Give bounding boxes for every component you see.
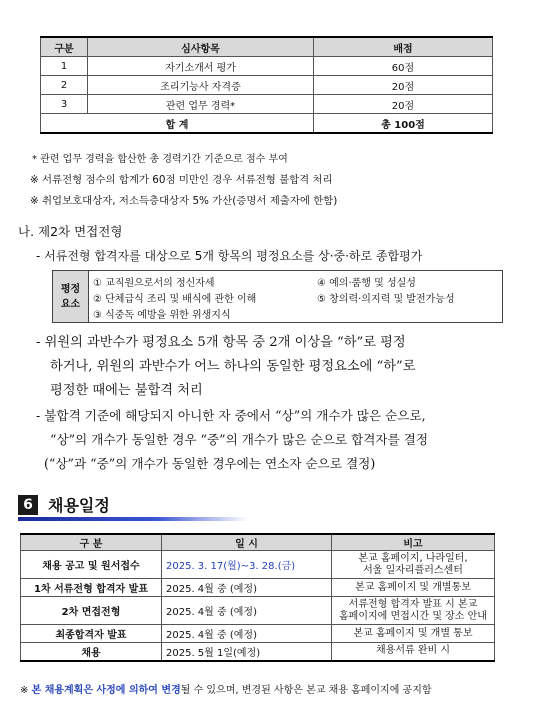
criteria-label: [53, 271, 89, 322]
table-row: [41, 76, 493, 95]
table-row: [41, 95, 493, 114]
section-underline: [18, 517, 248, 521]
schedule-name: 채용: [21, 643, 162, 661]
rule2-line3: (“상”과 “중”의 개수가 동일한 경우에는 연소자 순으로 결정): [44, 456, 376, 471]
table-row: [21, 551, 495, 579]
schedule-note-line1: 본교 홈페이지, 나라일터,: [358, 552, 468, 564]
note-fail-threshold: ※ 서류전형 점수의 합계가 60점 미만인 경우 서류전형 불합격 처리: [30, 174, 333, 186]
row-points: 20점: [314, 95, 493, 114]
criteria-item: ① 교직원으로서의 정신자세: [93, 278, 215, 289]
row-item: 조리기능사 자격증: [88, 76, 314, 95]
note-bonus: ※ 취업보호대상자, 저소득층대상자 5% 가산(증명서 제출자에 한함): [30, 195, 338, 207]
criteria-item: ③ 식중독 예방을 위한 위생지식: [93, 310, 231, 321]
table-row: [21, 625, 495, 643]
schedule-date: 2025. 4월 중 (예정): [162, 579, 332, 597]
header-datetime: 일 시: [162, 534, 332, 551]
header-category: 구 분: [21, 534, 162, 551]
score-table: [40, 36, 493, 134]
section-number: 6: [18, 495, 38, 515]
schedule-table-header: [21, 534, 495, 551]
schedule-note: [332, 597, 495, 625]
schedule-note: 본교 홈페이지 및 개별통보: [332, 579, 495, 597]
note-experience: * 관련 업무 경력을 합산한 총 경력기간 기준으로 점수 부여: [32, 154, 288, 165]
criteria-label-line2: 요소: [60, 298, 81, 310]
schedule-note: [332, 551, 495, 579]
schedule-name: 최종합격자 발표: [21, 625, 162, 643]
row-points: 20점: [314, 76, 493, 95]
row-number: 1: [41, 57, 88, 76]
criteria-item: ④ 예의·품행 및 성실성: [317, 278, 416, 289]
schedule-note: 채용서류 완비 시: [332, 643, 495, 661]
table-row: [21, 579, 495, 597]
table-row: [21, 643, 495, 661]
footnote-mark: ※: [20, 685, 32, 696]
rule1-line2: 하거나, 위원의 과반수가 어느 하나의 동일한 평정요소에 “하”로: [50, 359, 416, 374]
schedule-name: 채용 공고 및 원서접수: [21, 551, 162, 579]
header-remarks: 비고: [332, 534, 495, 551]
schedule-name: 2차 면접전형: [21, 597, 162, 625]
rule1-line3: 평정한 때에는 불합격 처리: [50, 383, 203, 398]
schedule-note-line2: 홈페이지에 면접시간 및 장소 안내: [339, 610, 487, 622]
schedule-date: 2025. 5월 1일(예정): [162, 643, 332, 661]
rule2-line2: “상”의 개수가 동일한 경우 “중”의 개수가 많은 순으로 합격자를 결정: [50, 432, 429, 447]
rule2-line1: - 불합격 기준에 해당되지 아니한 자 중에서 “상”의 개수가 많은 순으로,: [36, 408, 426, 423]
footnote-emphasis: 본 채용계획은 사정에 의하여 변경: [31, 685, 181, 696]
interview-intro: - 서류전형 합격자를 대상으로 5개 항목의 평정요소를 상·중·하로 종합평가: [36, 249, 423, 263]
header-points: 배점: [314, 37, 493, 57]
total-value: 총 100점: [314, 114, 493, 134]
rule1-line1: - 위원의 과반수가 평정요소 5개 항목 중 2개 이상을 “하”로 평정: [36, 335, 406, 350]
table-row: [41, 57, 493, 76]
schedule-date: 2025. 4월 중 (예정): [162, 597, 332, 625]
row-item: 자기소개서 평가: [88, 57, 314, 76]
header-item: 심사항목: [88, 37, 314, 57]
row-item: 관련 업무 경력*: [88, 95, 314, 114]
header-category: 구분: [41, 37, 88, 57]
footnote-rest: 될 수 있으며, 변경된 사항은 본교 채용 홈페이지에 공지함: [180, 685, 432, 696]
total-label: 합 계: [41, 114, 314, 134]
section-title: 채용일정: [48, 496, 110, 515]
total-row: [41, 114, 493, 134]
row-number: 3: [41, 95, 88, 114]
table-row: [21, 597, 495, 625]
criteria-item: ② 단체급식 조리 및 배식에 관한 이해: [93, 294, 257, 305]
schedule-note-line1: 서류전형 합격자 발표 시 본교: [348, 598, 478, 610]
schedule-note: 본교 홈페이지 및 개별 통보: [332, 625, 495, 643]
interview-heading: 나. 제2차 면접전형: [18, 224, 123, 239]
schedule-date: 2025. 3. 17(월)~3. 28.(금): [162, 551, 332, 579]
criteria-item: ⑤ 창의력·의지력 및 발전가능성: [317, 294, 455, 305]
criteria-label-line1: 평정: [60, 283, 81, 295]
score-table-header: [41, 37, 493, 57]
schedule-name: 1차 서류전형 합격자 발표: [21, 579, 162, 597]
row-number: 2: [41, 76, 88, 95]
schedule-table: [20, 533, 495, 662]
row-points: 60점: [314, 57, 493, 76]
schedule-note-line2: 서울 일자리플러스센터: [363, 564, 463, 576]
schedule-date: 2025. 4월 중 (예정): [162, 625, 332, 643]
schedule-footnote: [20, 681, 432, 696]
criteria-box: [52, 270, 503, 323]
